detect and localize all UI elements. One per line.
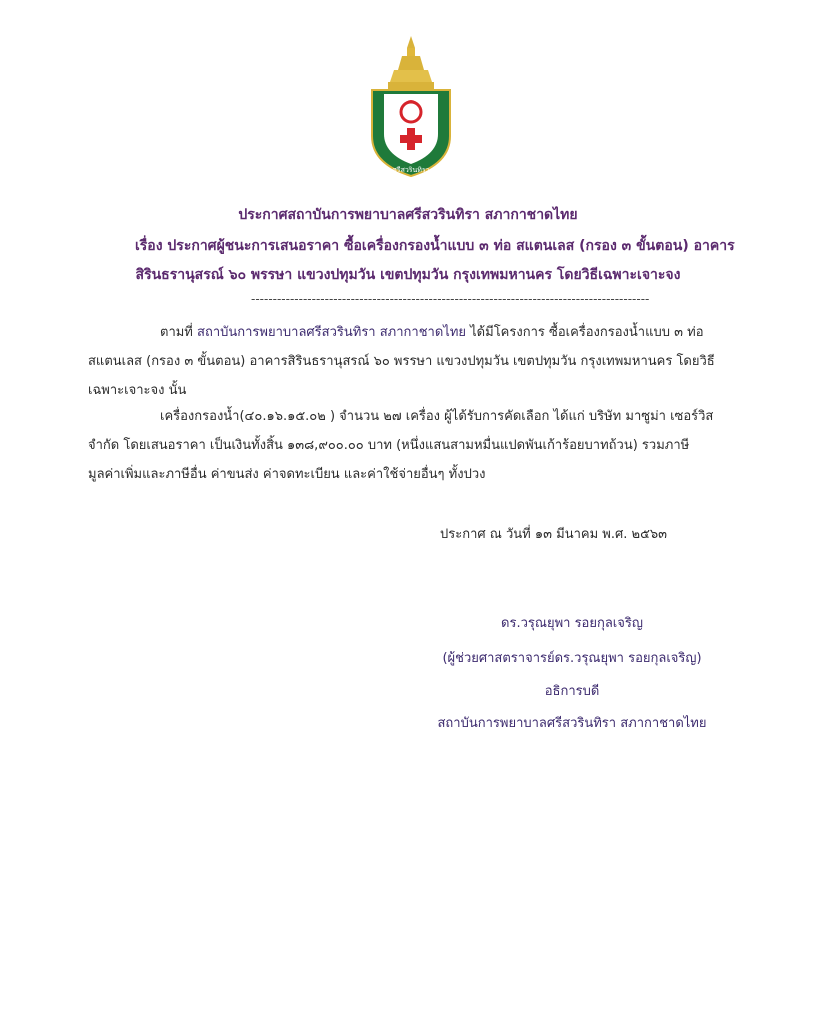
paragraph-project-line2: สแตนเลส (กรอง ๓ ขั้นตอน) อาคารสิรินธรานุสรณ์ ๖๐ พรรษา แขวงปทุมวัน เขตปทุมวัน กรุงเทพมหานคร โดยวิธี [88,354,715,369]
text-segment: ตามที่ [160,325,198,340]
paragraph-project-line3: เฉพาะเจาะจง นั้น [88,383,187,398]
divider-line: -------------------------------------------------------------------------------------------- [251,292,650,306]
signatory-position: อธิการบดี [544,684,600,699]
emblem-text: ศรีสวรินทิรา [392,166,430,174]
paragraph-winner [88,402,728,489]
announcement-title: ประกาศสถาบันการพยาบาลศรีสวรินทิรา สภากาชาดไทย [238,207,578,223]
announcement-date: ประกาศ ณ วันที่ ๑๓ มีนาคม พ.ศ. ๒๕๖๓ [440,527,668,542]
paragraph-winner-line3: มูลค่าเพิ่มและภาษีอื่น ค่าขนส่ง ค่าจดทะเบียน และค่าใช้จ่ายอื่นๆ ทั้งปวง [88,467,486,482]
paragraph-winner-line1: เครื่องกรองน้ำ(๔๐.๑๖.๑๕.๐๒ ) จำนวน ๒๗ เครื่อง ผู้ได้รับการคัดเลือก ได้แก่ บริษัท มาซูม่า เซอร์วิส [160,409,714,424]
paragraph-project [88,318,728,405]
announcement-subject-line2: สิรินธรานุสรณ์ ๖๐ พรรษา แขวงปทุมวัน เขตปทุมวัน กรุงเทพมหานคร โดยวิธีเฉพาะเจาะจง [135,267,681,283]
signatory-name: ดร.วรุณยุพา รอยกุลเจริญ [501,616,643,631]
signatory-organization: สถาบันการพยาบาลศรีสวรินทิรา สภากาชาดไทย [437,716,707,731]
institute-name: สถาบันการพยาบาลศรีสวรินทิรา สภากาชาดไทย [197,325,467,340]
signatory-full-name: (ผู้ช่วยศาสตราจารย์ดร.วรุณยุพา รอยกุลเจริญ) [442,651,702,666]
text-segment: ได้มีโครงการ ซื้อเครื่องกรองน้ำแบบ ๓ ท่อ [466,325,704,340]
institute-emblem-logo [366,36,456,178]
paragraph-winner-line2: จำกัด โดยเสนอราคา เป็นเงินทั้งสิ้น ๑๓๘,๙๐๐.๐๐ บาท (หนึ่งแสนสามหมื่นแปดพันเก้าร้อยบาทถ้วน) รวมภาษี [88,438,690,453]
announcement-subject-line1: เรื่อง ประกาศผู้ชนะการเสนอราคา ซื้อเครื่องกรองน้ำแบบ ๓ ท่อ สแตนเลส (กรอง ๓ ขั้นตอน) อาคาร [135,238,735,254]
paragraph-project-line1 [88,318,728,347]
